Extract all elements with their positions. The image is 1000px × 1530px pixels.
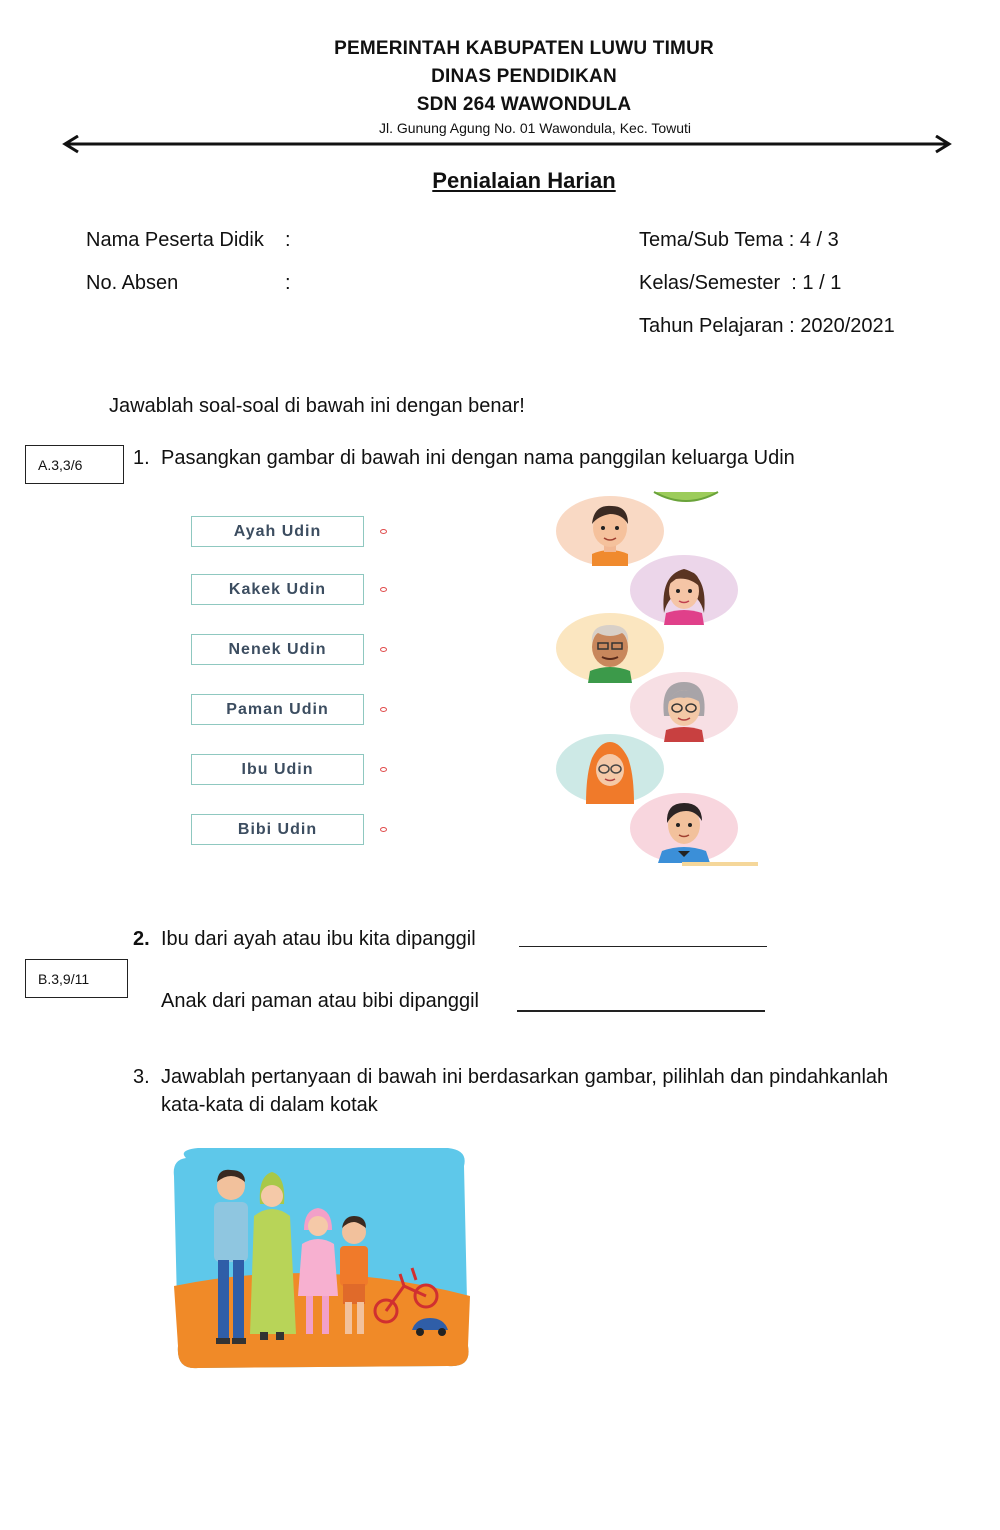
decorative-strip [682, 862, 758, 866]
absen-label: No. Absen [86, 272, 179, 294]
q3-number: 3. [133, 1066, 150, 1088]
letterhead-line-3: SDN 264 WAWONDULA [416, 94, 632, 115]
q2-answer-blank-1[interactable] [519, 946, 767, 947]
letterhead-address: Jl. Gunung Agung No. 01 Wawondula, Kec. Towuti [378, 120, 692, 136]
family-illustration [168, 1146, 476, 1370]
match-dot-ibu[interactable] [380, 767, 387, 772]
name-box-ibu[interactable]: Ibu Udin [191, 754, 364, 785]
name-box-ayah[interactable]: Ayah Udin [191, 516, 364, 547]
match-dot-bibi[interactable] [380, 827, 387, 832]
name-box-kakek[interactable]: Kakek Udin [191, 574, 364, 605]
match-dot-kakek[interactable] [380, 587, 387, 592]
q3-text-line-2: kata-kata di dalam kotak [161, 1094, 378, 1116]
tahun-info: Tahun Pelajaran : 2020/2021 [639, 315, 895, 337]
q1-number: 1. [133, 447, 150, 469]
q2-question-1: Ibu dari ayah atau ibu kita dipanggil [161, 928, 476, 950]
absen-colon: : [285, 272, 291, 294]
q1-code-box: A.3,3/6 [25, 445, 124, 484]
letterhead-line-1: PEMERINTAH KABUPATEN LUWU TIMUR [334, 38, 714, 59]
match-dot-paman[interactable] [380, 707, 387, 712]
man-face-icon[interactable] [630, 793, 738, 863]
name-box-bibi[interactable]: Bibi Udin [191, 814, 364, 845]
name-box-nenek[interactable]: Nenek Udin [191, 634, 364, 665]
q3-text-line-1: Jawablah pertanyaan di bawah ini berdasarkan gambar, pilihlah dan pindahkanlah [161, 1066, 889, 1088]
letterhead-line-2: DINAS PENDIDIKAN [431, 66, 617, 87]
q2-answer-blank-2[interactable] [517, 1010, 765, 1012]
q2-code-box: B.3,9/11 [25, 959, 128, 998]
instruction-text: Jawablah soal-soal di bawah ini dengan benar! [109, 395, 525, 417]
page-title: Penialaian Harian [432, 168, 616, 193]
match-dot-ayah[interactable] [380, 529, 387, 534]
q2-number: 2. [133, 928, 150, 950]
q2-question-2: Anak dari paman atau bibi dipanggil [161, 990, 479, 1012]
double-arrow-divider [62, 135, 952, 155]
tema-info: Tema/Sub Tema : 4 / 3 [639, 229, 839, 251]
grandmother-face-icon[interactable] [630, 672, 738, 742]
match-dot-nenek[interactable] [380, 647, 387, 652]
kelas-info: Kelas/Semester : 1 / 1 [639, 272, 842, 294]
q1-text: Pasangkan gambar di bawah ini dengan nama panggilan keluarga Udin [161, 447, 795, 469]
name-box-paman[interactable]: Paman Udin [191, 694, 364, 725]
name-label: Nama Peserta Didik [86, 229, 264, 251]
name-colon: : [285, 229, 291, 251]
